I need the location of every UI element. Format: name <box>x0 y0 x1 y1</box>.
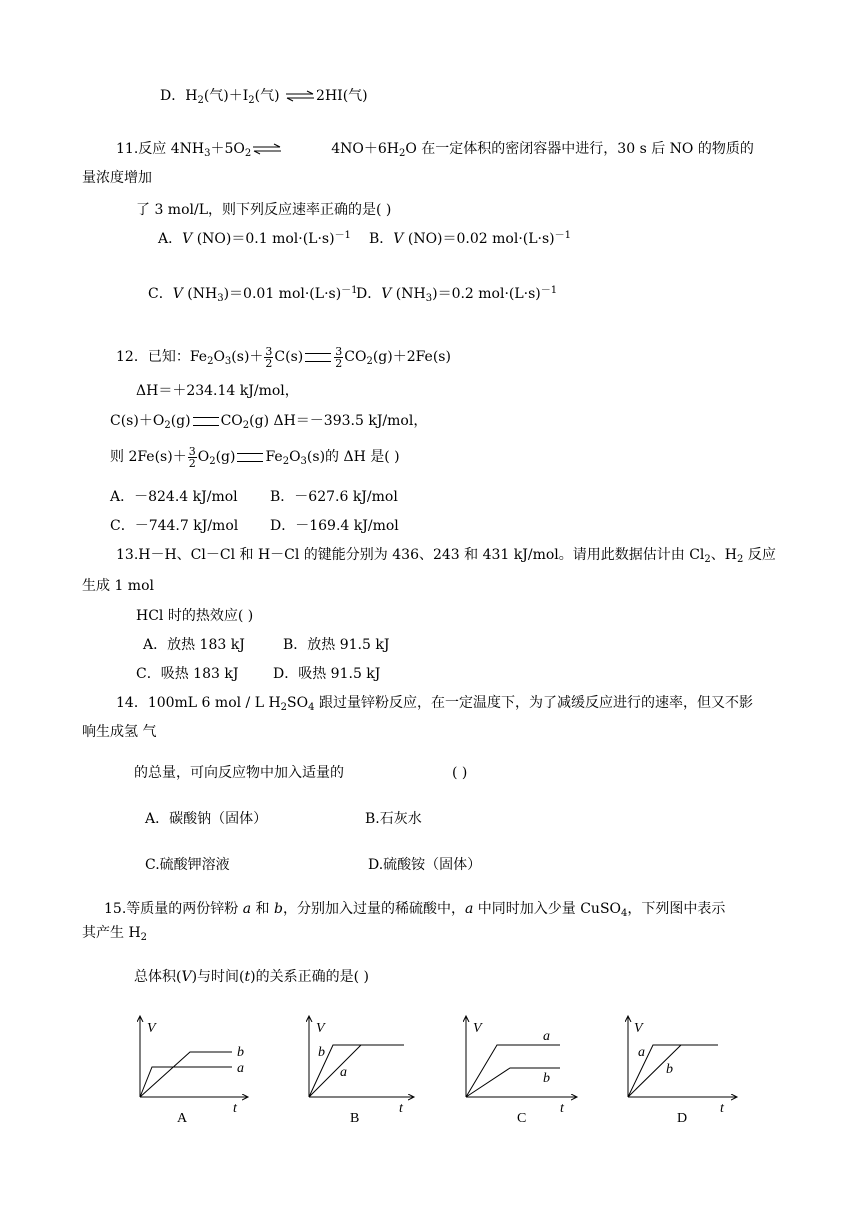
x-axis-label: t <box>233 1101 237 1116</box>
subscript: 2 <box>244 148 252 159</box>
superscript: －1 <box>341 285 358 296</box>
reversible-arrow-icon <box>285 90 315 102</box>
q12-text: CO <box>344 349 367 365</box>
fraction-denominator: 2 <box>265 356 273 370</box>
fraction-numerator: 3 <box>188 444 196 458</box>
subscript: 3 <box>425 293 433 304</box>
q12-text: (g)＋2Fe(s) <box>372 349 451 365</box>
q13-line-3: HCl 时的热效应( ) <box>136 608 254 624</box>
variable-t: t <box>244 969 251 985</box>
y-axis-label: V <box>147 1021 156 1036</box>
fraction <box>188 446 197 469</box>
q12-text: (g) ΔH＝－393.5 kJ/mol， <box>249 413 428 429</box>
curve-a <box>309 1045 361 1097</box>
q15-line-2 <box>82 924 147 942</box>
q12-text: C(s)＋O <box>110 413 165 429</box>
q11-option-b <box>369 230 571 248</box>
q13-text: 、H <box>710 547 738 563</box>
q13-option-b: B．放热 91.5 kJ <box>283 637 390 653</box>
q13-option-c: C．吸热 183 kJ <box>136 666 239 682</box>
curve-label: a <box>638 1045 645 1060</box>
subscript: 2 <box>209 456 216 467</box>
graph-d <box>628 1016 737 1126</box>
q12-line-1 <box>116 344 451 370</box>
q12-text: CO <box>220 413 243 429</box>
option-label: B． <box>369 231 394 247</box>
q14-line-2: 响生成氢 气 <box>82 724 157 740</box>
q13-line-2: 生成 1 mol <box>82 578 154 594</box>
answer-graphs <box>0 1000 860 1160</box>
q12-text: (g) <box>170 413 191 429</box>
q13-text: 反应 <box>743 547 776 563</box>
q15-text: 和 <box>251 901 274 917</box>
q14-line-3: 的总量，可向反应物中加入适量的 <box>134 765 344 781</box>
q12-line-3 <box>110 412 427 430</box>
curve-label: b <box>666 1062 673 1077</box>
q13-option-d: D．吸热 91.5 kJ <box>273 666 381 682</box>
variable-v: V <box>181 969 192 985</box>
q14-text: 14．100mL 6 mol / L H <box>116 695 281 711</box>
q12-text: O <box>289 449 301 465</box>
q11-option-a <box>158 230 351 248</box>
graph-b <box>309 1016 414 1126</box>
curve-label: b <box>237 1045 244 1060</box>
y-axis-label: V <box>634 1021 643 1036</box>
equals-sign-icon <box>193 417 219 426</box>
option-text: )＝0.2 mol·(L·s) <box>432 286 541 302</box>
q15-text: 其产生 H <box>82 925 141 941</box>
curve-label: b <box>543 1071 550 1086</box>
q12-line-4 <box>110 444 400 470</box>
variable-b: b <box>273 901 283 917</box>
q11-text: 11.反应 4NH <box>116 141 205 157</box>
option-text: )＝0.01 mol·(L·s) <box>223 286 342 302</box>
q15-text: 中同时加入少量 CuSO <box>473 901 622 917</box>
q13-option-a: A．放热 183 kJ <box>143 637 245 653</box>
fraction-denominator: 2 <box>188 456 196 470</box>
fraction-numerator: 3 <box>265 344 273 358</box>
q14-option-a: A．碳酸钠（固体） <box>145 811 268 827</box>
q12-option-b: B．－627.6 kJ/mol <box>270 489 398 505</box>
q11-text: O 在一定体积的密闭容器中进行，30 s 后 NO 的物质的 <box>405 141 754 157</box>
q11-option-d <box>356 285 557 303</box>
q12-text: 则 2Fe(s)＋ <box>110 449 187 465</box>
q12-line-2: ΔH＝＋234.14 kJ/mol， <box>136 383 299 399</box>
superscript: －1 <box>334 230 351 241</box>
q10d-text: (气) <box>254 88 280 104</box>
q14-option-b: B.石灰水 <box>365 811 422 827</box>
x-axis-label: t <box>399 1101 403 1116</box>
q10d-text: 2HI(气) <box>316 88 368 104</box>
graph-c <box>466 1016 577 1126</box>
subscript: 2 <box>207 356 214 367</box>
q14-option-c: C.硫酸钾溶液 <box>145 857 230 873</box>
subscript: 3 <box>300 456 307 467</box>
equals-sign-icon <box>305 353 331 362</box>
y-axis-label: V <box>473 1021 482 1036</box>
curve-label: a <box>543 1029 550 1044</box>
q12-option-a: A．－824.4 kJ/mol <box>110 489 238 505</box>
q15-text: ，分别加入过量的稀硫酸中， <box>282 901 465 917</box>
q14-line-1 <box>116 694 753 712</box>
option-text: (NO)＝0.1 mol·(L·s) <box>192 231 335 247</box>
option-text: (NO)＝0.02 mol·(L·s) <box>403 231 555 247</box>
q14-text: SO <box>287 695 309 711</box>
q12-option-c: C．－744.7 kJ/mol <box>110 518 239 534</box>
curve-b <box>140 1052 232 1097</box>
q12-text: (s)＋ <box>231 349 264 365</box>
q11-line-3: 了 3 mol/L，则下列反应速率正确的是( ) <box>136 202 392 218</box>
q10d-text: (气)＋I <box>203 88 249 104</box>
subscript: 2 <box>164 420 171 431</box>
superscript: －1 <box>540 285 558 296</box>
subscript: 2 <box>366 356 373 367</box>
fraction <box>264 346 273 369</box>
subscript: 3 <box>224 356 232 367</box>
graph-a <box>140 1016 248 1126</box>
fraction-numerator: 3 <box>335 344 343 358</box>
velocity-symbol: V <box>182 231 193 247</box>
subscript: 2 <box>704 554 711 565</box>
fraction <box>334 346 343 369</box>
q11-option-c <box>148 285 358 303</box>
x-axis-label: t <box>720 1101 724 1116</box>
q15-text: )与时间( <box>191 969 245 985</box>
option-text: (NH <box>182 286 218 302</box>
q14-text: 跟过量锌粉反应，在一定温度下，为了减缓反应进行的速率，但又不影 <box>314 695 753 711</box>
subscript: 3 <box>204 148 211 159</box>
graph-label: D <box>677 1111 688 1126</box>
subscript: 4 <box>621 908 628 919</box>
option-label: C． <box>148 286 173 302</box>
q12-text: Fe <box>265 449 283 465</box>
fraction-denominator: 2 <box>335 356 343 370</box>
q12-text: (g) <box>215 449 236 465</box>
q11-text: ＋5O <box>210 141 245 157</box>
curve-label: b <box>318 1045 325 1060</box>
subscript: 2 <box>282 456 290 467</box>
option-label: D． <box>356 286 382 302</box>
subscript: 2 <box>140 932 148 943</box>
q13-line-1 <box>116 546 776 564</box>
subscript: 2 <box>399 148 406 159</box>
q12-text: O <box>213 349 225 365</box>
q15-line-3 <box>134 968 369 986</box>
q11-line-1 <box>116 140 754 158</box>
q13-text: 13.H－H、Cl－Cl 和 H－Cl 的键能分别为 436、243 和 431 kJ/mol。请用此数据估计由 Cl <box>116 547 705 563</box>
q12-text: 12．已知：Fe <box>116 349 208 365</box>
reversible-arrow-icon <box>252 143 282 155</box>
subscript: 2 <box>248 95 255 106</box>
graph-label: C <box>517 1111 527 1126</box>
graph-label: B <box>350 1111 360 1126</box>
curve-a <box>140 1067 232 1097</box>
subscript: 4 <box>308 702 315 713</box>
q14-option-d: D.硫酸铵（固体） <box>368 857 482 873</box>
variable-a: a <box>242 901 252 917</box>
x-axis-label: t <box>560 1101 564 1116</box>
graph-label: A <box>177 1111 188 1126</box>
velocity-symbol: V <box>172 286 183 302</box>
q14-answer-bracket: ( ) <box>452 765 468 781</box>
velocity-symbol: V <box>381 286 392 302</box>
q12-text: O <box>197 449 210 465</box>
curve-label: a <box>340 1065 347 1080</box>
curve-label: a <box>237 1061 244 1076</box>
q15-text: 总体积( <box>134 969 182 985</box>
variable-a: a <box>464 901 474 917</box>
q15-text: ，下列图中表示 <box>627 901 726 917</box>
q10-option-d <box>160 87 368 105</box>
subscript: 2 <box>737 554 744 565</box>
q12-option-d: D．－169.4 kJ/mol <box>270 518 399 534</box>
subscript: 3 <box>217 293 224 304</box>
q10d-text: D．H <box>160 88 198 104</box>
y-axis-label: V <box>316 1021 325 1036</box>
q12-text: C(s) <box>274 349 304 365</box>
q15-text: )的关系正确的是( ) <box>250 969 370 985</box>
q11-line-2: 量浓度增加 <box>82 170 152 186</box>
equals-sign-icon <box>237 453 263 462</box>
subscript: 2 <box>242 420 250 431</box>
superscript: －1 <box>554 230 572 241</box>
q15-line-1 <box>104 900 725 918</box>
option-label: A． <box>158 231 183 247</box>
q12-text: (s)的 ΔH 是( ) <box>306 449 400 465</box>
curve-b <box>628 1045 681 1097</box>
q15-text: 15.等质量的两份锌粉 <box>104 901 243 917</box>
subscript: 2 <box>280 702 288 713</box>
option-text: (NH <box>391 286 426 302</box>
velocity-symbol: V <box>393 231 404 247</box>
subscript: 2 <box>197 95 204 106</box>
q11-text: 4NO＋6H <box>331 141 399 157</box>
